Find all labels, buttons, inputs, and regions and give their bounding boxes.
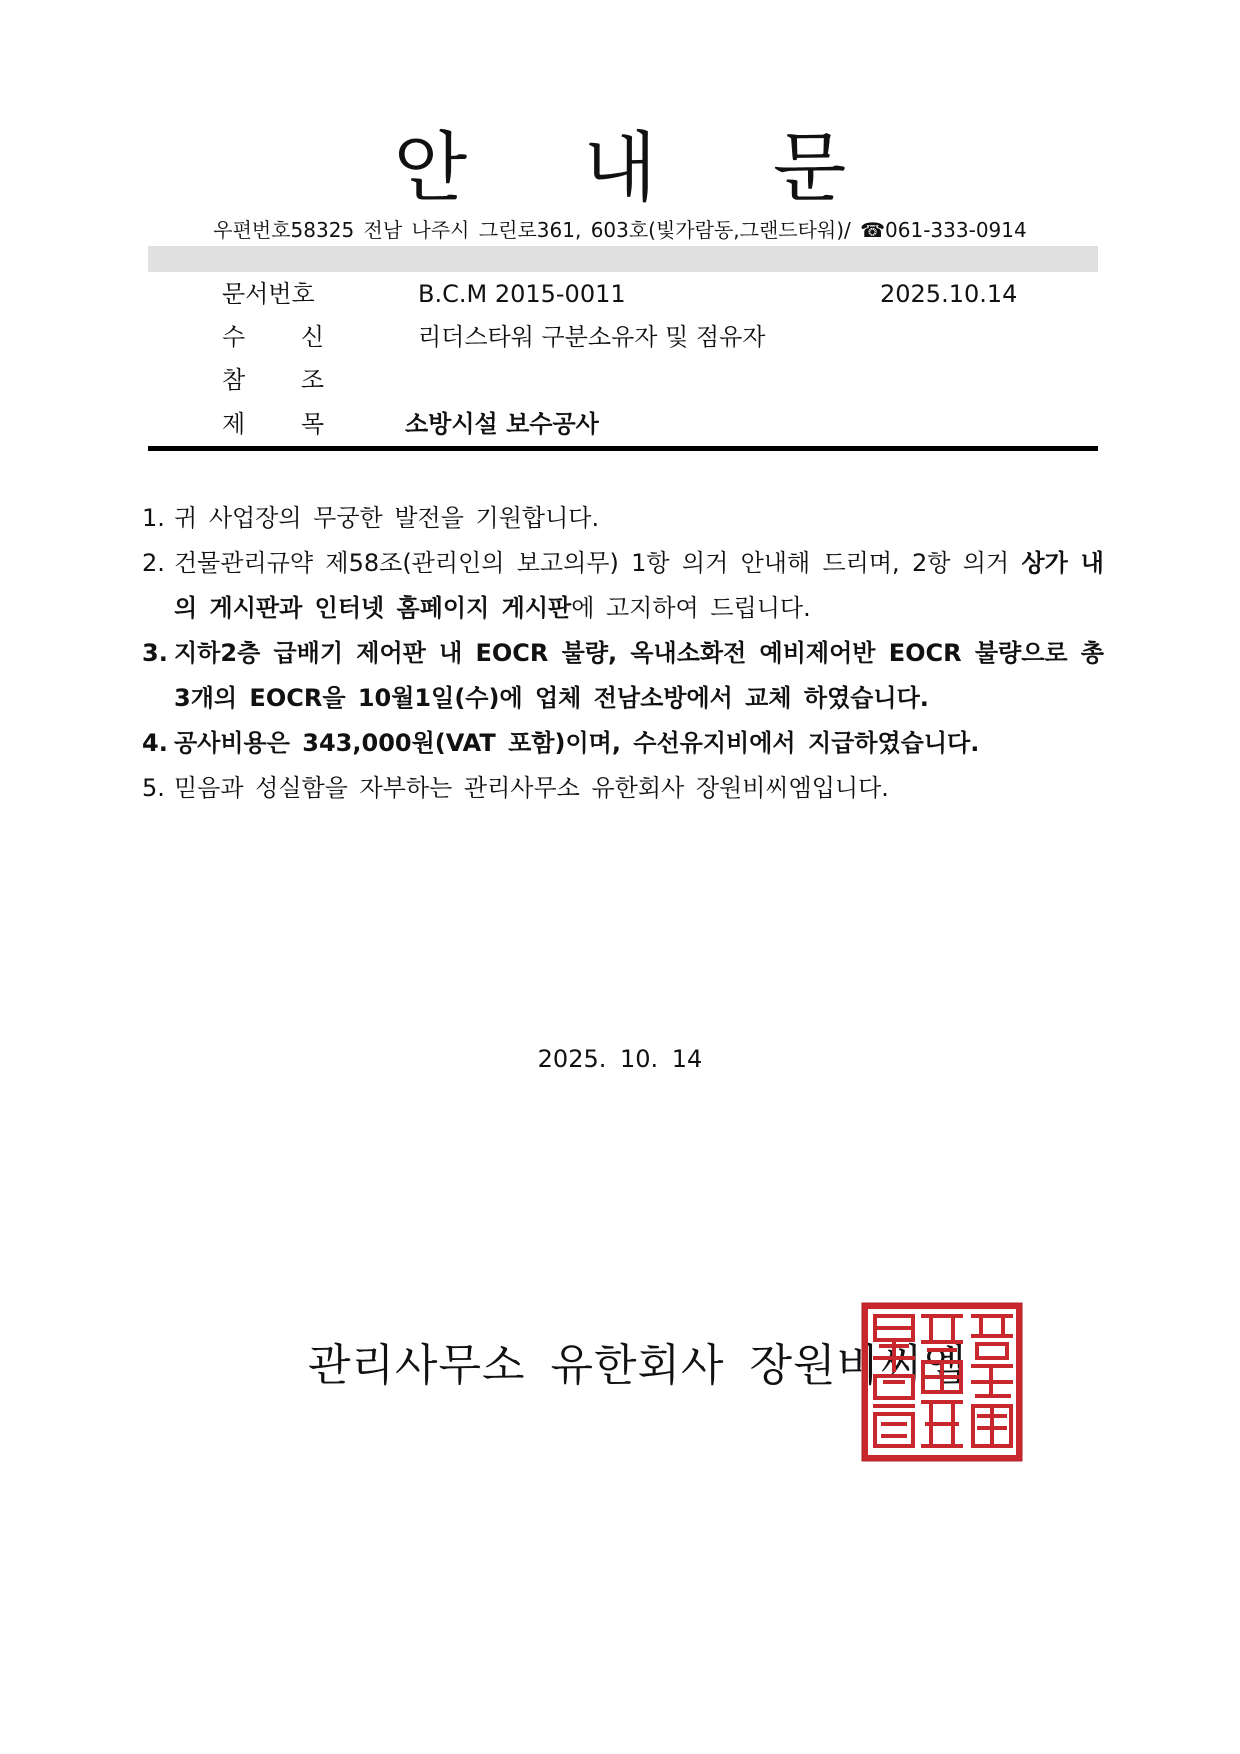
subject-label-char-1: 제 bbox=[222, 410, 246, 438]
reference-label bbox=[222, 363, 324, 397]
list-item-number: 5. bbox=[142, 774, 165, 802]
list-item-4 bbox=[142, 721, 1104, 766]
subject-label bbox=[222, 407, 324, 441]
list-item-2 bbox=[142, 541, 1104, 631]
recipient-label bbox=[222, 320, 324, 354]
issuer-signature: 관리사무소 유한회사 장원비씨엠 bbox=[308, 1340, 968, 1391]
doc-number-label-text: 문서번호 bbox=[222, 280, 315, 308]
list-item-text: 지하2층 급배기 제어판 내 EOCR 불량, 옥내소화전 예비제어반 EOCR 불량으로 총 3개의 EOCR을 10월1일(수)에 업체 전남소방에서 교체 하였습니다. bbox=[174, 639, 1104, 712]
header-rule bbox=[148, 446, 1098, 451]
list-item-1 bbox=[142, 496, 1104, 541]
doc-number-label bbox=[222, 277, 324, 311]
doc-number-value: B.C.M 2015-0011 bbox=[418, 280, 626, 308]
footer-date: 2025. 10. 14 bbox=[537, 1045, 703, 1073]
list-item-3 bbox=[142, 631, 1104, 721]
reference-label-char-1: 참 bbox=[222, 366, 246, 394]
page-title: 안 내 문 bbox=[393, 123, 893, 212]
list-item-number: 3. bbox=[142, 639, 168, 667]
list-item-text: 에 고지하여 드립니다. bbox=[571, 594, 811, 622]
list-item-emphasis: 상가 내의 게시판과 인터넷 홈페이지 게시판 bbox=[174, 549, 1104, 622]
reference-label-char-2: 조 bbox=[300, 366, 324, 394]
list-item-number: 4. bbox=[142, 729, 168, 757]
recipient-value: 리더스타워 구분소유자 및 점유자 bbox=[418, 323, 766, 351]
subject-label-char-2: 목 bbox=[300, 410, 324, 438]
company-seal-stamp bbox=[861, 1302, 1023, 1462]
list-item-text: 믿음과 성실함을 자부하는 관리사무소 유한회사 장원비씨엠입니다. bbox=[174, 774, 889, 802]
list-item-text: 공사비용은 343,000원(VAT 포함)이며, 수선유지비에서 지급하였습니다. bbox=[174, 729, 980, 757]
list-item-text: 건물관리규약 제58조(관리인의 보고의무) 1항 의거 안내해 드리며, 2항 의거 bbox=[174, 549, 1022, 577]
header-divider-band bbox=[148, 246, 1098, 272]
sender-address: 우편번호58325 전남 나주시 그린로361, 603호(빛가람동,그랜드타워)/ ☎061-333-0914 bbox=[213, 218, 1027, 242]
recipient-label-char-1: 수 bbox=[222, 323, 246, 351]
list-item-number: 2. bbox=[142, 549, 165, 577]
list-item-number: 1. bbox=[142, 504, 165, 532]
subject-value: 소방시설 보수공사 bbox=[405, 410, 599, 438]
list-item-5 bbox=[142, 766, 1104, 811]
list-item-text: 귀 사업장의 무궁한 발전을 기원합니다. bbox=[174, 504, 600, 532]
doc-date: 2025.10.14 bbox=[880, 280, 1018, 308]
recipient-label-char-2: 신 bbox=[300, 323, 324, 351]
seal-text: 유한회사장원비씨엠 bbox=[937, 1458, 947, 1459]
